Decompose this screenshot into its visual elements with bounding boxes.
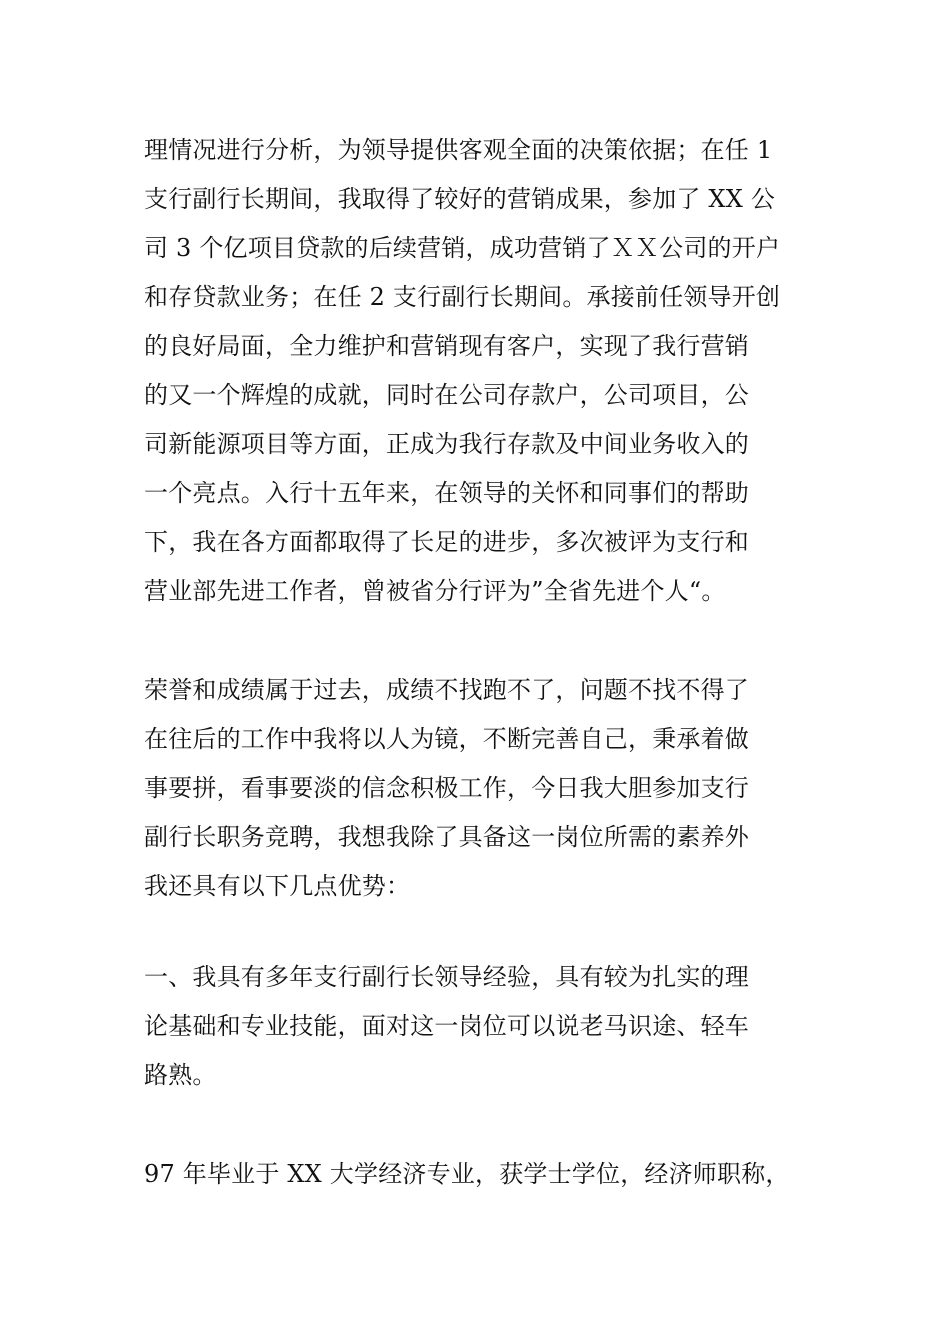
text-line: 在往后的工作中我将以人为镜，不断完善自己，秉承着做 bbox=[144, 725, 749, 753]
text-line: 司 3 个亿项目贷款的后续营销，成功营销了ＸＸ公司的开户 bbox=[144, 234, 781, 262]
text-line: 支行副行长期间，我取得了较好的营销成果，参加了 XX 公 bbox=[144, 185, 776, 213]
text-line: 理情况进行分析，为领导提供客观全面的决策依据；在任 1 bbox=[144, 136, 773, 164]
text-line: 97 年毕业于 XX 大学经济专业，获学士学位，经济师职称， bbox=[144, 1160, 790, 1188]
text-line: 论基础和专业技能，面对这一岗位可以说老马识途、轻车 bbox=[144, 1012, 749, 1040]
paragraph-spacer bbox=[144, 616, 814, 666]
paragraph-achievements bbox=[144, 126, 814, 616]
text-line: 副行长职务竞聘，我想我除了具备这一岗位所需的素养外 bbox=[144, 823, 749, 851]
text-line: 下，我在各方面都取得了长足的进步，多次被评为支行和 bbox=[144, 528, 749, 556]
text-line: 的良好局面，全力维护和营销现有客户，实现了我行营销 bbox=[144, 332, 749, 360]
text-line: 路熟。 bbox=[144, 1061, 217, 1089]
paragraph-spacer bbox=[144, 1100, 814, 1150]
paragraph-spacer bbox=[144, 911, 814, 953]
text-line: 司新能源项目等方面，正成为我行存款及中间业务收入的 bbox=[144, 430, 749, 458]
paragraph-advantage-one bbox=[144, 953, 814, 1100]
paragraph-education bbox=[144, 1150, 814, 1199]
text-line: 一、我具有多年支行副行长领导经验，具有较为扎实的理 bbox=[144, 963, 749, 991]
text-line: 荣誉和成绩属于过去，成绩不找跑不了，问题不找不得了 bbox=[144, 676, 749, 704]
document-body bbox=[144, 126, 814, 1199]
text-line: 事要拼，看事要淡的信念积极工作，今日我大胆参加支行 bbox=[144, 774, 749, 802]
text-line: 和存贷款业务；在任 2 支行副行长期间。承接前任领导开创 bbox=[144, 283, 781, 311]
text-line: 的又一个辉煌的成就，同时在公司存款户，公司项目，公 bbox=[144, 381, 749, 409]
text-line: 一个亮点。入行十五年来，在领导的关怀和同事们的帮助 bbox=[144, 479, 749, 507]
paragraph-honors bbox=[144, 666, 814, 911]
text-line: 我还具有以下几点优势： bbox=[144, 872, 411, 900]
text-line: 营业部先进工作者，曾被省分行评为”全省先进个人“。 bbox=[144, 577, 726, 605]
